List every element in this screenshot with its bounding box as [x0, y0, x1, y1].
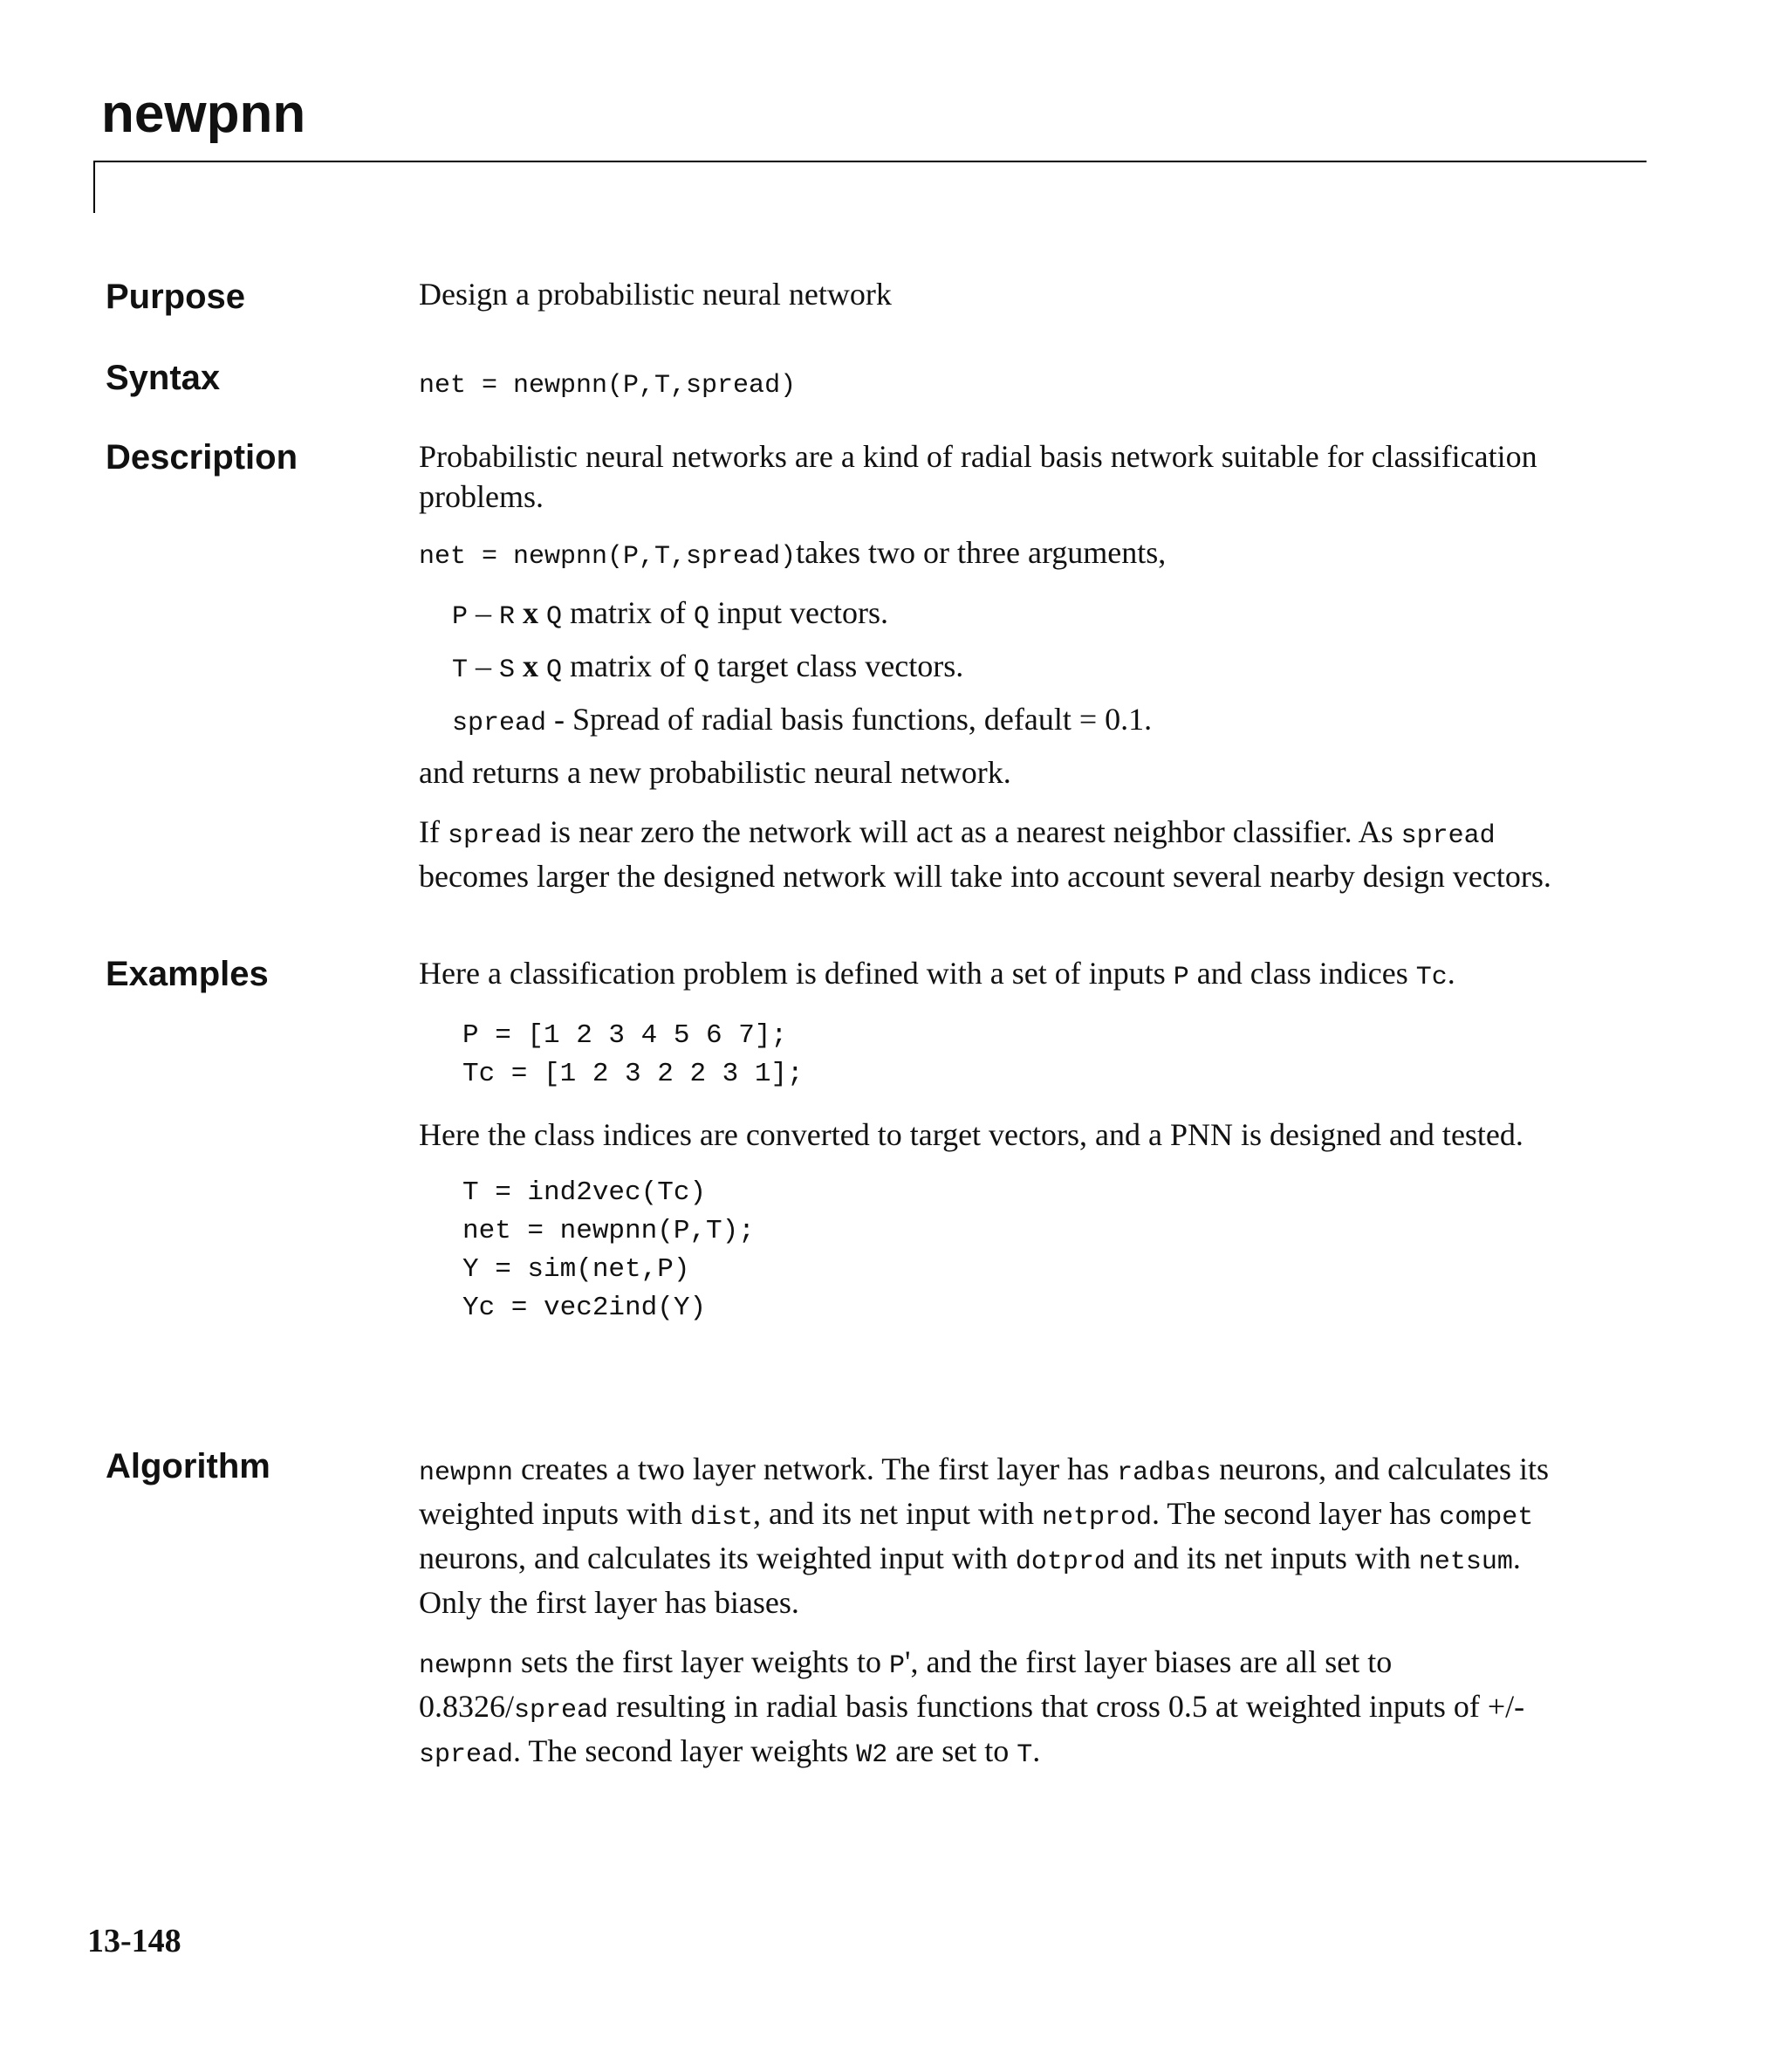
call-text: takes two or three arguments, — [796, 535, 1167, 570]
note-text: is near zero the network will act as a nearest neighbor classifier. As — [542, 814, 1401, 849]
algo-text: creates a two layer network. The first layer has — [513, 1451, 1118, 1486]
description-intro: Probabilistic neural networks are a kind of radial basis network suitable for classification problems. — [419, 439, 1537, 514]
code-block-design: T = ind2vec(Tc) net = newpnn(P,T); Y = sim(net,P) Yc = vec2ind(Y) — [462, 1177, 755, 1323]
title-rule — [93, 161, 1647, 162]
algo-text: and its net inputs with — [1125, 1540, 1419, 1575]
arg-dim: R — [499, 602, 516, 632]
arg-dim: Q — [546, 602, 563, 632]
description-call — [419, 532, 1579, 577]
algo-text: , and its net input with — [753, 1496, 1042, 1531]
arg-dim: S — [499, 655, 516, 685]
arg-text: matrix of — [562, 648, 695, 683]
examples-code: Tc — [1415, 963, 1448, 992]
examples-text: and class indices — [1188, 956, 1416, 991]
examples-section — [419, 953, 1579, 1328]
page-title: newpnn — [101, 84, 306, 144]
arg-t-line — [419, 646, 1579, 690]
examples-label: Examples — [106, 955, 269, 993]
title-rule-tick — [93, 161, 95, 213]
algo-text: neurons, and calculates its weighted input with — [419, 1540, 1016, 1575]
syntax-section — [419, 361, 1579, 406]
description-returns: and returns a new probabilistic neural network. — [419, 755, 1011, 790]
algorithm-section — [419, 1449, 1579, 1775]
note-code: spread — [447, 821, 543, 851]
syntax-label: Syntax — [106, 359, 221, 397]
arg-dim: Q — [694, 655, 710, 685]
algo-code: radbas — [1117, 1458, 1212, 1488]
algo-code: T — [1017, 1740, 1033, 1770]
arg-times: x — [515, 648, 547, 683]
note-text: becomes larger the designed network will take into account several nearby design vectors. — [419, 859, 1551, 894]
description-note — [419, 812, 1579, 896]
purpose-label: Purpose — [106, 278, 246, 316]
algorithm-p1 — [419, 1449, 1579, 1623]
purpose-text: Design a probabilistic neural network — [419, 277, 892, 312]
algo-code: spread — [514, 1696, 609, 1726]
algo-code: P — [888, 1651, 905, 1681]
arg-sep: – — [468, 648, 500, 683]
algo-code: compet — [1439, 1503, 1534, 1533]
arg-text: matrix of — [562, 595, 695, 630]
algo-code: newpnn — [419, 1458, 514, 1488]
note-text: If — [419, 814, 448, 849]
examples-text: . — [1447, 956, 1455, 991]
examples-code: P — [1173, 963, 1189, 992]
note-code: spread — [1400, 821, 1496, 851]
purpose-section — [419, 274, 1579, 314]
algo-text: . — [1032, 1733, 1041, 1768]
arg-spread-line — [419, 699, 1579, 744]
algo-text: . The second layer has — [1152, 1496, 1440, 1531]
examples-text: Here a classification problem is defined with a set of inputs — [419, 956, 1174, 991]
algo-text: . The second layer weights — [513, 1733, 857, 1768]
description-label: Description — [106, 438, 298, 477]
algo-text: ', and the first layer biases are all set to 0.8326/ — [419, 1644, 1393, 1724]
algo-text: neurons, and calculates its weighted inputs with — [419, 1451, 1550, 1531]
arg-name: spread — [452, 709, 547, 738]
algo-code: netprod — [1041, 1503, 1153, 1533]
algo-code: W2 — [856, 1740, 888, 1770]
arg-dim: Q — [694, 602, 710, 632]
algo-code: dist — [689, 1503, 753, 1533]
description-section — [419, 436, 1579, 896]
algo-code: dotprod — [1015, 1547, 1126, 1577]
call-code: net = newpnn(P,T,spread) — [419, 542, 797, 572]
algo-code: netsum — [1418, 1547, 1513, 1577]
arg-dim: Q — [546, 655, 563, 685]
algo-text: sets the first layer weights to — [513, 1644, 889, 1679]
arg-text: input vectors. — [709, 595, 888, 630]
arg-p-line — [419, 593, 1579, 637]
arg-name: T — [452, 655, 469, 685]
algo-text: . Only the first layer has biases. — [419, 1540, 1521, 1620]
syntax-code: net = newpnn(P,T,spread) — [419, 371, 797, 401]
arg-sep: – — [468, 595, 500, 630]
algorithm-label: Algorithm — [106, 1447, 270, 1485]
arg-text: target class vectors. — [709, 648, 964, 683]
algo-text: resulting in radial basis functions that cross 0.5 at weighted inputs of +/- — [608, 1689, 1525, 1724]
algorithm-p2 — [419, 1642, 1579, 1775]
examples-intro — [419, 953, 1579, 998]
code-block-inputs: P = [1 2 3 4 5 6 7]; Tc = [1 2 3 2 2 3 1]; — [462, 1020, 804, 1089]
algo-code: newpnn — [419, 1651, 514, 1681]
arg-name: P — [452, 602, 469, 632]
algo-code: spread — [419, 1740, 514, 1770]
page-number: 13-148 — [87, 1923, 181, 1959]
arg-text: - Spread of radial basis functions, default = 0.1. — [546, 702, 1153, 737]
arg-times: x — [515, 595, 547, 630]
examples-converted: Here the class indices are converted to target vectors, and a PNN is designed and tested. — [419, 1117, 1523, 1152]
algo-text: are set to — [887, 1733, 1017, 1768]
